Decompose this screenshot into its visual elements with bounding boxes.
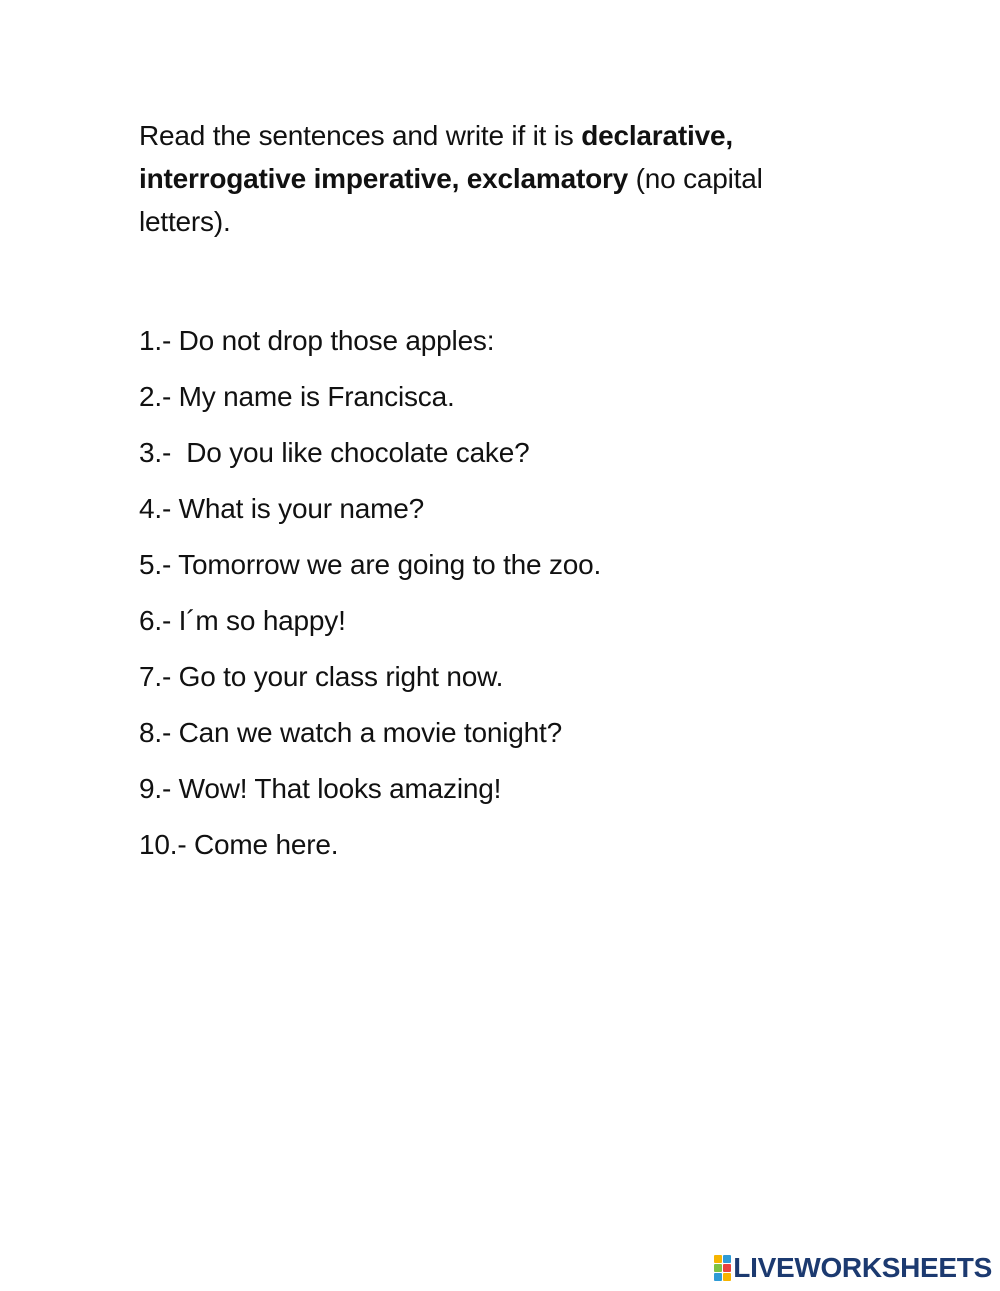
instructions-part-1: Read the sentences and write if it is: [139, 120, 582, 151]
sentence-item: 10.- Come here.: [139, 829, 339, 860]
sentence-item: 3.- Do you like chocolate cake?: [139, 437, 530, 468]
sentence-item: 2.- My name is Francisca.: [139, 381, 455, 412]
sentence-item: 1.- Do not drop those apples:: [139, 325, 495, 356]
logo-text: LIVEWORKSHEETS: [733, 1252, 992, 1283]
instructions-bold-declarative: declarative,: [581, 120, 733, 151]
sentence-item: 7.- Go to your class right now.: [139, 661, 504, 692]
sentence-list: [139, 313, 601, 873]
logo-block: [714, 1264, 722, 1272]
liveworksheets-blocks-icon: [714, 1255, 731, 1281]
logo-block: [723, 1264, 731, 1272]
sentence-item: 4.- What is your name?: [139, 493, 425, 524]
liveworksheets-logo: [714, 1253, 992, 1283]
sentence-item: 5.- Tomorrow we are going to the zoo.: [139, 549, 602, 580]
sentence-item: 9.- Wow! That looks amazing!: [139, 773, 502, 804]
sentence-item: 8.- Can we watch a movie tonight?: [139, 717, 562, 748]
instructions-text: [139, 114, 839, 243]
instructions-bold-types: interrogative imperative, exclamatory: [139, 163, 629, 194]
logo-block: [714, 1273, 722, 1281]
logo-block: [723, 1273, 731, 1281]
instructions-part-2: (no capital letters).: [139, 163, 763, 237]
logo-block: [714, 1255, 722, 1263]
logo-block: [723, 1255, 731, 1263]
sentence-item: 6.- I´m so happy!: [139, 605, 346, 636]
